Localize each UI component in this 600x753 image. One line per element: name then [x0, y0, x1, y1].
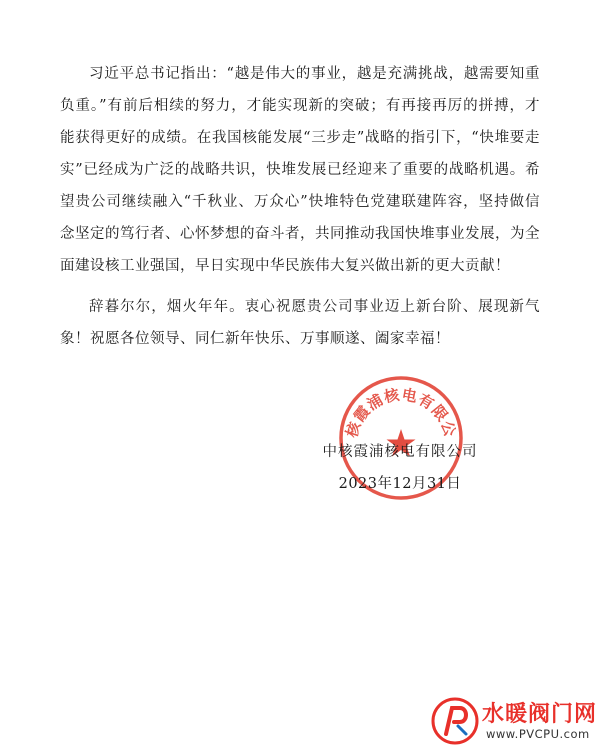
seal-text: 核霞浦核电有限公: [342, 385, 460, 440]
paragraph-main: 习近平总书记指出：“越是伟大的事业，越是充满挑战，越需要知重负重。”有前后相续的努力，才能实现新的突破；有再接再厉的拼搏，才能获得更好的成绩。在我国核能发展“三步走”战略的指引下，“快堆要走实”已经成为广泛的战略共识，快堆发展已经迎来了重要的战略机遇。希望贵公司继续融入“千秋业、万众心”快堆特色党建联建阵容，坚持做信念坚定的笃行者、心怀梦想的奋斗者，共同推动我国快堆事业发展，为全面建设核工业强国，早日实现中华民族伟大复兴做出新的更大贡献！: [60, 66, 540, 274]
svg-text:中核霞浦核电有限公司: [336, 373, 460, 441]
letter-body: [60, 58, 540, 364]
watermark-url: www.PVCPU.com: [486, 727, 590, 741]
signature-company: 中核霞浦核电有限公司: [322, 444, 478, 460]
watermark-brand: 水暖阀门网: [482, 702, 598, 727]
paragraph-greeting: 辞暮尔尔，烟火年年。衷心祝愿贵公司事业迈上新台阶、展现新气象！祝愿各位领导、同仁新年快乐、万事顺遂、阖家幸福！: [60, 299, 540, 347]
site-watermark: [420, 692, 600, 750]
signature-block: [300, 440, 500, 496]
watermark-logo-icon: [430, 696, 480, 746]
signature-date: 2023年12月31日: [338, 476, 462, 492]
